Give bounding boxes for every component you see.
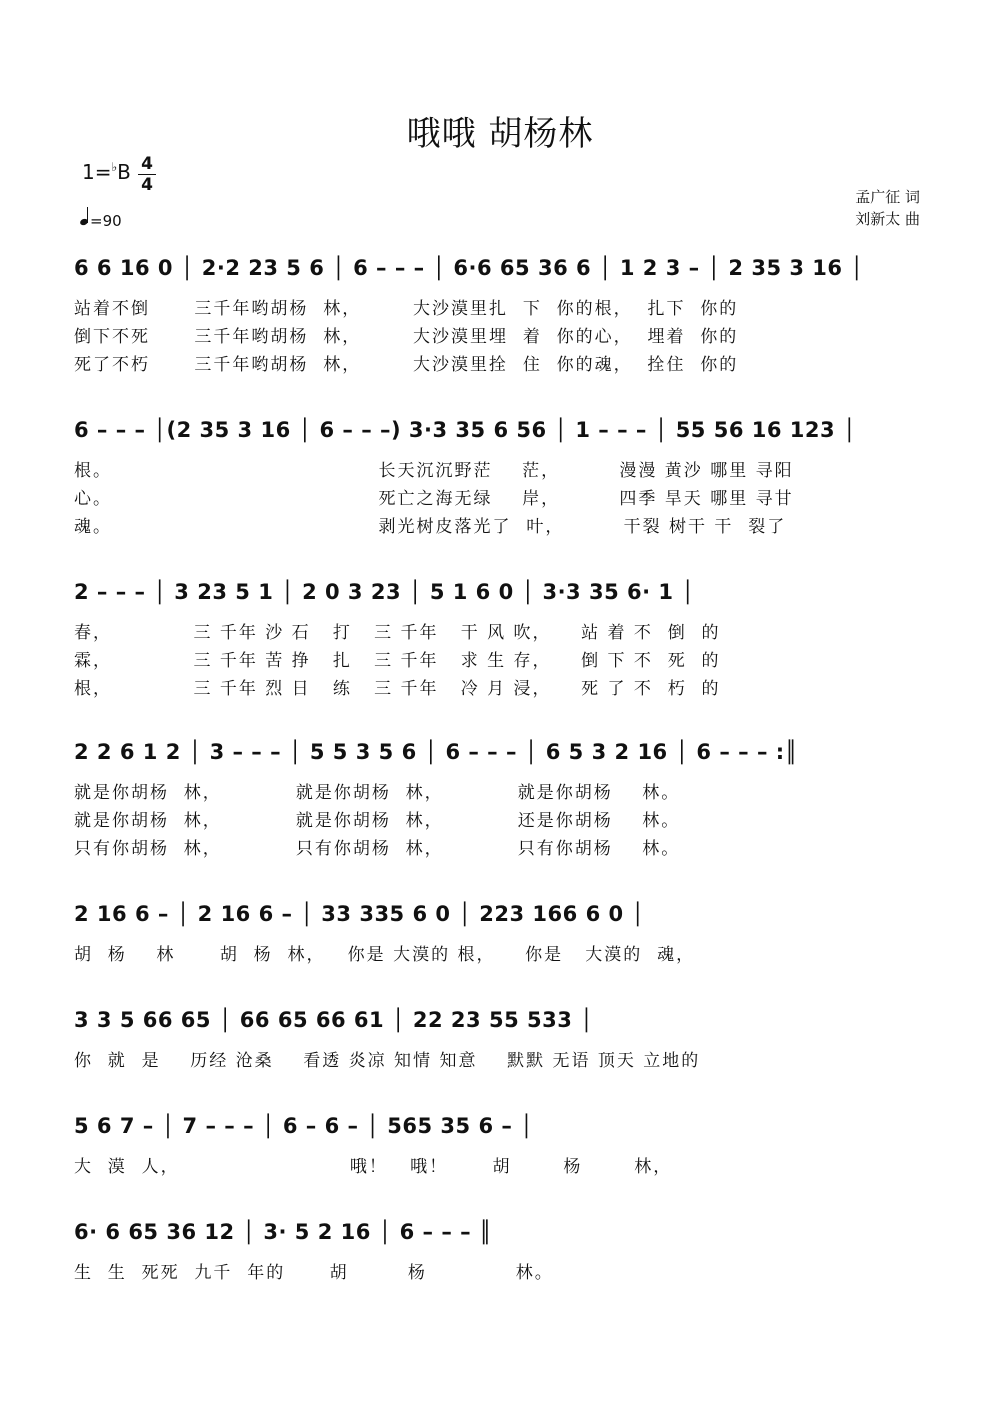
composer: 刘新太 曲	[855, 210, 920, 228]
lyric-verse-1: 站着不倒 三千年哟胡杨 林， 大沙漠里扎 下 你的根， 扎下 你的	[74, 299, 739, 319]
lyric-verse-2: 就是你胡杨 林， 就是你胡杨 林， 还是你胡杨 林。	[74, 811, 681, 831]
lyric-verse-2: 心。 死亡之海无绿 岸， 四季 旱天 哪里 寻甘	[74, 489, 794, 509]
lyric-verse-1: 根。 长天沉沉野茫 茫， 漫漫 黄沙 哪里 寻阳	[74, 461, 794, 481]
lyric-line: 胡 杨 林 胡 杨 林， 你是 大漠的 根， 你是 大漠的 魂，	[74, 945, 696, 965]
notation-line: 6· 6 65 36 12 │ 3· 5 2 16 │ 6 – – – ║	[74, 1220, 493, 1244]
lyric-line: 你 就 是 历经 沧桑 看透 炎凉 知情 知意 默默 无语 顶天 立地的	[74, 1051, 701, 1071]
lyric-verse-3: 根， 三 千年 烈 日 练 三 千年 冷 月 浸， 死 了 不 朽 的	[74, 679, 721, 699]
notation-line: 2 – – – │ 3 23 5 1 │ 2 0 3 23 │ 5 1 6 0 │ 3·3 35 6· 1 │	[74, 580, 695, 604]
lyric-verse-3: 死了不朽 三千年哟胡杨 林， 大沙漠里拴 住 你的魂， 拴住 你的	[74, 355, 739, 375]
key-prefix: 1=	[82, 160, 112, 184]
flat-symbol: ♭	[111, 160, 118, 174]
notation-line: 6 – – – │(2 35 3 16 │ 6 – – –) 3·3 35 6 56 │ 1 – – – │ 55 56 16 123 │	[74, 418, 857, 442]
tempo-value: =90	[90, 212, 122, 230]
lyric-verse-1: 就是你胡杨 林， 就是你胡杨 林， 就是你胡杨 林。	[74, 783, 681, 803]
lyric-verse-3: 只有你胡杨 林， 只有你胡杨 林， 只有你胡杨 林。	[74, 839, 681, 859]
lyric-verse-1: 春， 三 千年 沙 石 打 三 千年 干 风 吹， 站 着 不 倒 的	[74, 623, 721, 643]
key-signature	[82, 160, 131, 184]
notation-line: 2 2 6 1 2 │ 3 – – – │ 5 5 3 5 6 │ 6 – – – │ 6 5 3 2 16 │ 6 – – – :║	[74, 740, 798, 764]
notation-line: 3 3 5 66 65 │ 66 65 66 61 │ 22 23 55 533 │	[74, 1008, 594, 1032]
lyric-line: 生 生 死死 九千 年的 胡 杨 林。	[74, 1263, 554, 1283]
lyric-verse-2: 霖， 三 千年 苦 挣 扎 三 千年 求 生 存， 倒 下 不 死 的	[74, 651, 721, 671]
lyricist: 孟广征 词	[855, 188, 920, 206]
notation-line: 6 6 16 0 │ 2·2 23 5 6 │ 6 – – – │ 6·6 65 36 6 │ 1 2 3 – │ 2 35 3 16 │	[74, 256, 864, 280]
lyric-verse-3: 魂。 剥光树皮落光了 叶， 干裂 树干 干 裂了	[74, 517, 787, 537]
tempo-marking	[80, 206, 122, 230]
song-title: 哦哦 胡杨林	[406, 114, 594, 154]
credits	[855, 186, 920, 230]
lyric-verse-2: 倒下不死 三千年哟胡杨 林， 大沙漠里埋 着 你的心， 埋着 你的	[74, 327, 739, 347]
key-tonic: B	[117, 160, 131, 184]
lyric-line: 大 漠 人， 哦！ 哦！ 胡 杨 林，	[74, 1157, 673, 1177]
time-signature-bottom: 4	[138, 174, 156, 195]
time-signature-top: 4	[141, 154, 153, 174]
notation-line: 5 6 7 – │ 7 – – – │ 6 – 6 – │ 565 35 6 – │	[74, 1114, 534, 1138]
time-signature	[138, 154, 156, 195]
quarter-note-icon	[80, 206, 90, 226]
notation-line: 2 16 6 – │ 2 16 6 – │ 33 335 6 0 │ 223 166 6 0 │	[74, 902, 645, 926]
